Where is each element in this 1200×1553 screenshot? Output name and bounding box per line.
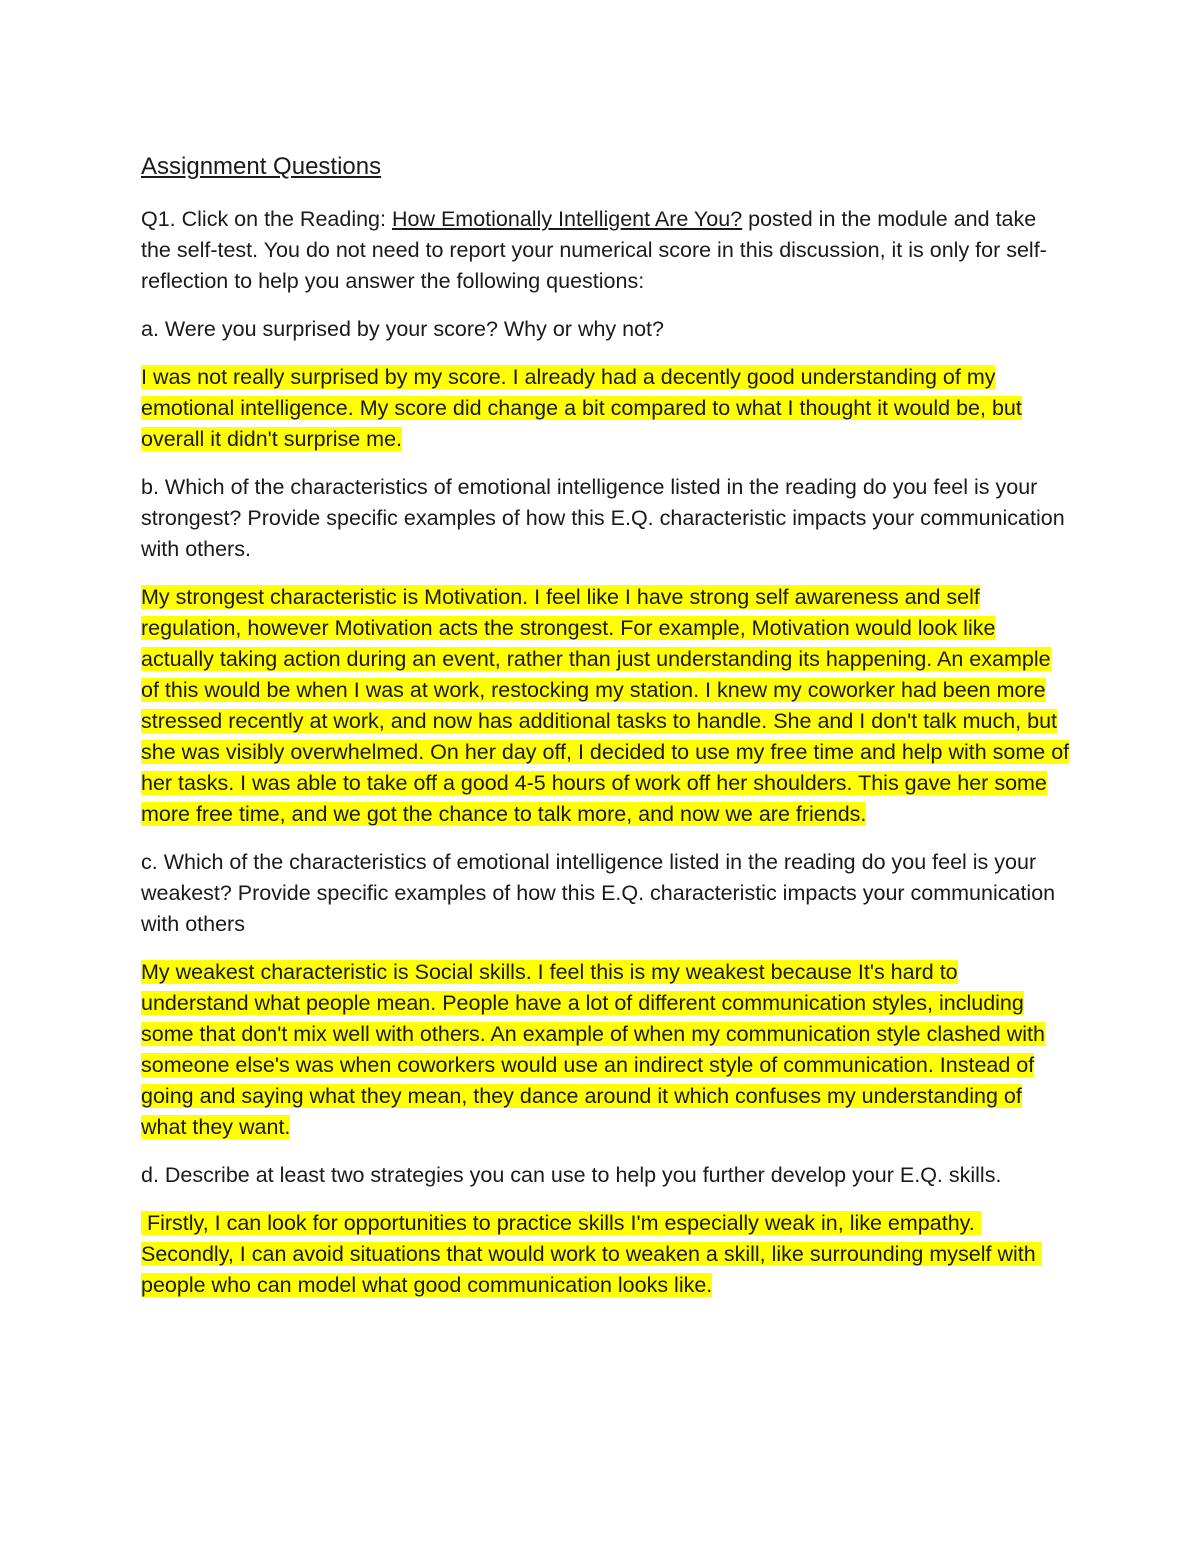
- answer-d-text: Firstly, I can look for opportunities to practice skills I'm especially weak in, like empathy. Secondly, I can avoid situations that would work to weaken a skill, like surrounding myself with people who can model what good communication looks like.: [141, 1211, 1042, 1297]
- answer-a: [141, 362, 1071, 455]
- question-b: b. Which of the characteristics of emotional intelligence listed in the reading do you feel is your strongest? Provide specific examples of how this E.Q. characteristic impacts your communication with others.: [141, 475, 1065, 561]
- answer-d: [141, 1208, 1071, 1301]
- question-q1: [141, 204, 1071, 297]
- question-c: c. Which of the characteristics of emotional intelligence listed in the reading do you feel is your weakest? Provide specific examples of how this E.Q. characteristic impacts your communication with others: [141, 850, 1056, 936]
- q1-prefix: Q1. Click on the Reading:: [141, 207, 392, 231]
- document-page: [141, 150, 1071, 1318]
- question-a: a. Were you surprised by your score? Why or why not?: [141, 317, 664, 341]
- answer-b-text: My strongest characteristic is Motivation. I feel like I have strong self awareness and self regulation, however Motivation acts the strongest. For example, Motivation would look like actually taking action during an event, rather than just understanding its happening. An example of this would be when I was at work, restocking my station. I knew my coworker had been more stressed recently at work, and now has additional tasks to handle. She and I don't talk much, but she was visibly overwhelmed. On her day off, I decided to use my free time and help with some of her tasks. I was able to take off a good 4-5 hours of work off her shoulders. This gave her some more free time, and we got the chance to talk more, and now we are friends.: [141, 585, 1070, 826]
- answer-a-text: I was not really surprised by my score. I already had a decently good understanding of my emotional intelligence. My score did change a bit compared to what I thought it would be, but overall it didn't surprise me.: [141, 365, 1022, 451]
- page-title: Assignment Questions: [141, 153, 382, 180]
- answer-c: [141, 957, 1071, 1143]
- answer-c-text: My weakest characteristic is Social skills. I feel this is my weakest because It's hard to understand what people mean. People have a lot of different communication styles, including some that don't mix well with others. An example of when my communication style clashed with someone else's was when coworkers would use an indirect style of communication. Instead of going and saying what they mean, they dance around it which confuses my understanding of what they want.: [141, 960, 1045, 1139]
- reading-link[interactable]: How Emotionally Intelligent Are You?: [391, 207, 743, 231]
- question-d: d. Describe at least two strategies you can use to help you further develop your E.Q. skills.: [141, 1163, 1002, 1187]
- q1-suffix: posted in the module and take the self-test. You do not need to report your numerical score in this discussion, it is only for self-reflection to help you answer the following questions:: [141, 207, 1047, 293]
- answer-b: [141, 582, 1071, 830]
